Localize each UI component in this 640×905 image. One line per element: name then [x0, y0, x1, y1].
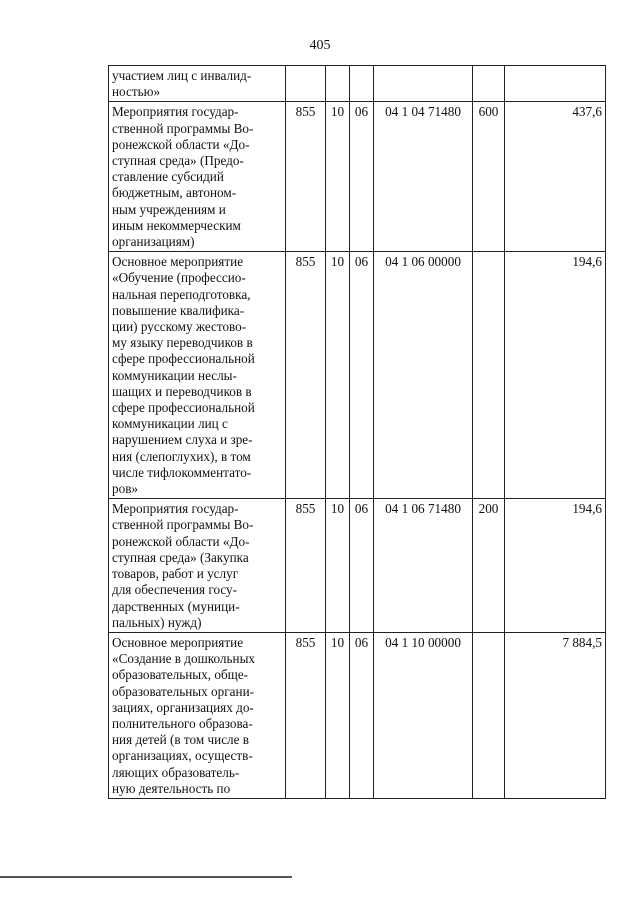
- amount-cell: 194,6: [505, 252, 606, 499]
- row-name-cell: Мероприятия государ- ственной программы Во- ронежской области «До- ступная среда» (Закупка товаров, работ и услуг для обеспечения госу- дарственных (муници- пальных) нужд): [109, 499, 286, 633]
- expense-type-cell: [473, 632, 505, 798]
- row-name-cell: Основное мероприятие «Обучение (профессио- нальная переподготовка, повышение квалифика- ции) русскому жестово- му языку переводчиков в сфере профессиональной коммуникации неслы- шащих и переводчиков в сфере профессиональной коммуникации лиц с нарушением слуха и зре- ния (слепоглухих), в том числе тифлокомментато- ров»: [109, 252, 286, 499]
- amount-cell: 437,6: [505, 102, 606, 252]
- target-article-cell: 04 1 06 00000: [374, 252, 473, 499]
- table-row: [109, 632, 606, 798]
- ministry-code-cell: 855: [286, 252, 326, 499]
- target-article-cell: 04 1 10 00000: [374, 632, 473, 798]
- table-row: [109, 102, 606, 252]
- table-body: [109, 66, 606, 799]
- page-number: 405: [309, 38, 331, 53]
- footer-rule: [0, 876, 292, 878]
- target-article-cell: [374, 66, 473, 102]
- target-article-cell: 04 1 06 71480: [374, 499, 473, 633]
- amount-cell: 7 884,5: [505, 632, 606, 798]
- budget-table: [108, 65, 606, 799]
- subsection-code-cell: [350, 66, 374, 102]
- row-name-cell: Мероприятия государ- ственной программы Во- ронежской области «До- ступная среда» (Предо- ставление субсидий бюджетным, автоном- ным учреждениям и иным некоммерческим организациям): [109, 102, 286, 252]
- amount-cell: [505, 66, 606, 102]
- target-article-cell: 04 1 04 71480: [374, 102, 473, 252]
- section-code-cell: 10: [326, 632, 350, 798]
- table-row: [109, 252, 606, 499]
- subsection-code-cell: 06: [350, 252, 374, 499]
- table-row: [109, 499, 606, 633]
- section-code-cell: 10: [326, 252, 350, 499]
- subsection-code-cell: 06: [350, 102, 374, 252]
- row-name-cell: Основное мероприятие «Создание в дошкольных образовательных, обще- образовательных органи- зациях, организациях до- полнительного образова- ния детей (в том числе в организациях, осуществ- ляющих образователь- ную деятельность по: [109, 632, 286, 798]
- ministry-code-cell: 855: [286, 632, 326, 798]
- subsection-code-cell: 06: [350, 499, 374, 633]
- subsection-code-cell: 06: [350, 632, 374, 798]
- ministry-code-cell: 855: [286, 102, 326, 252]
- expense-type-cell: 600: [473, 102, 505, 252]
- table-row: [109, 66, 606, 102]
- expense-type-cell: [473, 252, 505, 499]
- section-code-cell: [326, 66, 350, 102]
- ministry-code-cell: [286, 66, 326, 102]
- row-name-cell: участием лиц с инвалид- ностью»: [109, 66, 286, 102]
- expense-type-cell: [473, 66, 505, 102]
- section-code-cell: 10: [326, 102, 350, 252]
- expense-type-cell: 200: [473, 499, 505, 633]
- section-code-cell: 10: [326, 499, 350, 633]
- amount-cell: 194,6: [505, 499, 606, 633]
- ministry-code-cell: 855: [286, 499, 326, 633]
